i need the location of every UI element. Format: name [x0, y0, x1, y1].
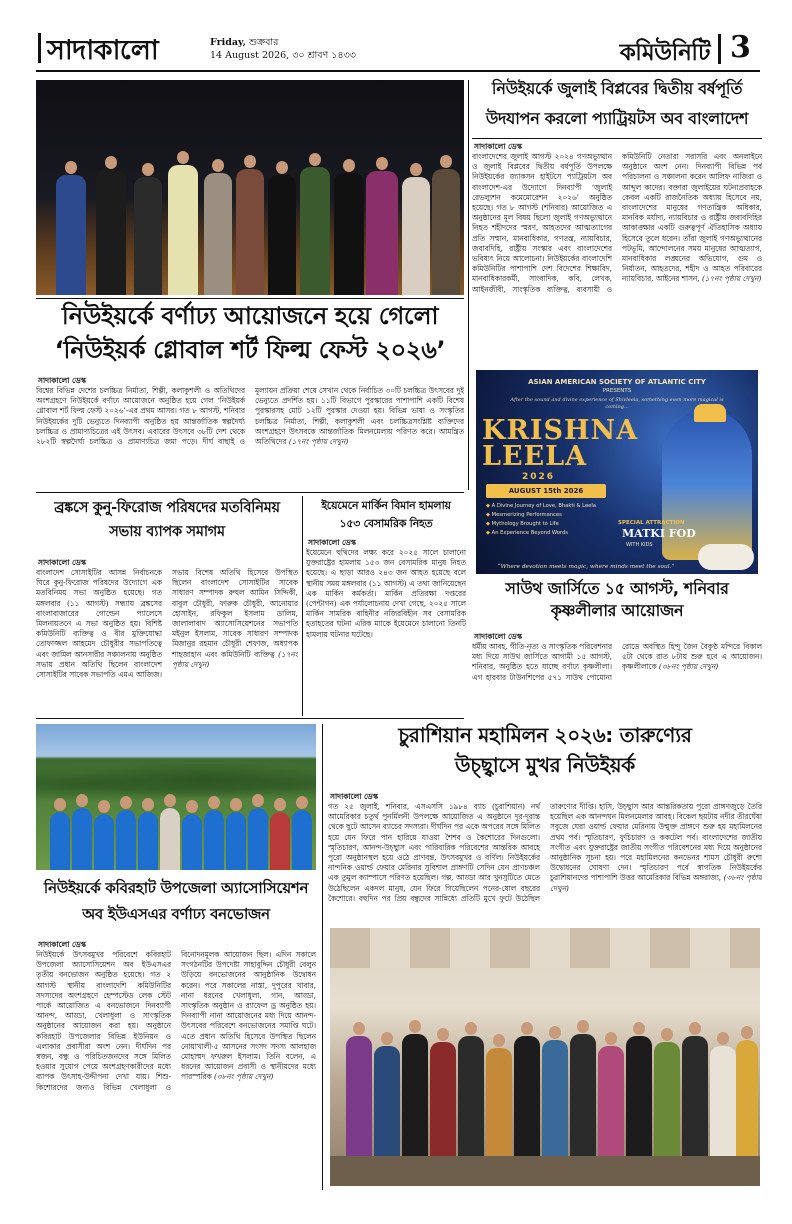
- krishna-leela-poster: [476, 370, 758, 574]
- poster-attraction: [622, 528, 696, 540]
- cow-figure: [698, 544, 754, 570]
- kabirhat-text: নিউইয়র্কে উৎসবমুখর পরিবেশে কবিরহাট উপজেলা অ্যাসোসিয়েশন অব ইউএসএর তৃতীয় বনভোজন অনুষ্ঠিত হয়েছে। গত ২ আগস্ট স্থানীয় বাংলাদেশি কমিউনিটির সদস্যদের অংশগ্রহণে হেম্পস্টেড লেক স্টেট পার্কে আয়োজিত এ বনভোজনে দিনব্যাপী আনন্দ, আড্ডা, খেলাধুলা ও সাংস্কৃতিক অনুষ্ঠানের আয়োজন করা হয়। অনুষ্ঠানে কবিরহাট উপজেলার বিভিন্ন ইউনিয়ন ও এলাকার প্রবাসীরা অংশ নেন। দীর্ঘদিন পর স্বজন, বন্ধু ও পরিচিতজনদের সঙ্গে মিলিত হওয়ার সুযোগ পেয়ে অংশগ্রহণকারীদের মধ্যে ব্যাপক উৎসাহ-উদ্দীপনা দেখা যায়। শিশু-কিশোরদের জন্যও বিভিন্ন খেলাধুলা ও বিনোদনমূলক আয়োজন ছিল। এদিন সকালে সংগঠনটির উপদেষ্টা সাহাবুদ্দিন চৌধুরী বেলুন উড়িয়ে বনভোজনের আনুষ্ঠানিক উদ্বোধন করেন। পরে সকালের নাস্তা, দুপুরের খাবার, নানা ধরনের খেলাধুলা, গান, আড্ডা, সাংস্কৃতিক অনুষ্ঠান ও র‍্যাফেল ড্র অনুষ্ঠিত হয়। দিনব্যাপী নানা আয়োজনের মধ্য দিয়ে আনন্দ-উৎসবের পরিবেশে বনভোজনের সমাপ্তি ঘটে। এতে প্রধান অতিথি হিসেবে উপস্থিত ছিলেন নোয়াখালী-৫ আসনের সংসদ সদস্য আলহাজ মোহাম্মদ ফখরুল ইসলাম। তিনি বলেন, এ ধরনের আয়োজন প্রবাসী ও স্থানীয়দের মধ্যে পারস্পরিক: [36, 950, 316, 1092]
- page-number: 3: [730, 30, 751, 65]
- south-jersey-continued[interactable]: (৩৮নং পৃষ্ঠায় দেখুন): [658, 662, 719, 672]
- film-fest-photo: [36, 80, 464, 295]
- yemen-desk: সাদাকালো ডেস্ক: [308, 538, 357, 547]
- bronx-continued[interactable]: (১৭নং পৃষ্ঠায় দেখুন): [172, 649, 298, 669]
- chaurashian-continued[interactable]: (৩৮নং পৃষ্ঠায় দেখুন): [550, 873, 762, 893]
- poster-attraction-with: WITH KIDS: [626, 542, 653, 548]
- poster-date: AUGUST 15th 2026: [486, 484, 606, 498]
- masthead-logo: [38, 30, 158, 66]
- south-jersey-text: ধর্মীয় আবহ, গীতি-নৃত্য ও সাংস্কৃতিক পরিবেশনার মধ্য দিয়ে সাউথ জার্সিতে আগামী ১৫ আগস্ট, শনিবার, অনুষ্ঠিত হতে যাচ্ছে বর্ণাঢ্য কৃষ্ণলীলা। এগ হারবার টাউনশিপের ৫৭১ সাউথ পোমোনা রোডে অবস্থিত হিন্দু জৈন বৈকুণ্ঠ মন্দিরে বিকাল ৫টা থেকে রাত ৮টায় শুরু হবে এ আয়োজন। কৃষ্ণলীলাকে: [472, 642, 762, 682]
- day-english: Friday,: [210, 37, 246, 48]
- south-jersey-headline-1: সাউথ জার্সিতে ১৫ আগস্ট, শনিবার: [505, 579, 729, 598]
- chaurashian-desk: সাদাকালো ডেস্ক: [330, 792, 379, 801]
- yemen-body: ইয়েমেনে হুথিদের লক্ষ্য করে ২০২৫ সালে চালানো যুক্তরাষ্ট্রের হামলায় ১৫৩ জন বেসামরিক মানুষ নিহত হয়েছে। এ ছাড়া আরও ২৪৩ জন আহত হয়েছে বলে স্থানীয় সময় মঙ্গলবার (১১ আগস্ট) এ তথ্য জানিয়েছেন এক মার্কিন কর্মকর্তা। মার্কিন প্রতিরক্ষা দপ্তরের (পেন্টাগন) এক পর্যালোচনায় দেখা গেছে, ২০২৫ সালে মার্কিন সামরিক বাহিনীর নজিরবিহীন সব বেসামরিক হতাহতের ঘটনা এরিক ম্যাকে ইয়েমেনে চালানো তিনটি হামলায় ঘটনার ঘটেছে।: [306, 548, 466, 639]
- kabirhat-headline-2: অব ইউএসএর বর্ণাঢ্য বনভোজন: [82, 905, 270, 923]
- bronx-body: [36, 568, 298, 712]
- south-jersey-desk: সাদাকালো ডেস্ক: [474, 632, 523, 641]
- film-fest-headline-2: ‘নিউইয়র্ক গ্লোবাল শর্ট ফিল্ম ফেস্ট ২০২৬’: [54, 336, 446, 364]
- masthead-bar: [38, 33, 41, 63]
- july-body: [472, 152, 762, 362]
- poster-feature: ◆ Mythology Brought to Life: [486, 520, 596, 529]
- newspaper-name: সাদাকালো: [47, 35, 159, 66]
- yemen-headline-1: ইয়েমেনে মার্কিন বিমান হামলায়: [321, 499, 451, 512]
- poster-feature: ◆ Mesmerizing Performances: [486, 511, 596, 520]
- july-continued[interactable]: (১৭নং পৃষ্ঠায় দেখুন): [701, 274, 762, 284]
- south-jersey-body: [472, 642, 762, 704]
- chaurashian-text: গত ২৫ জুলাই, শনিবার, এসএসসি ১৯৮৪ ব্যাচ (চুরাশিয়ান) নর্থ আমেরিকার চতুর্থ পুনর্মিলনী উপলক্ষে আয়োজিত এ অনুষ্ঠানে দূর-দূরান্ত থেকে ছুটে আসেন ব্যাচের সদস্যরা। দীর্ঘদিন পর একে অপরের সঙ্গে মিলিত হয়ে যেন ফিরে পান হারিয়ে যাওয়া শৈশব ও কৈশোরের দিনগুলো। স্মৃতিচারণ, আনন্দ-উচ্ছ্বাস এবং পারিবারিক পরিবেশের আন্তরিক আবহে পুরো অনুষ্ঠানস্থল হয়ে ওঠে প্রাণবন্ত, উৎসবমুখর ও বর্ণিল। নিউইয়র্কের নান্দনিক ওয়ার্ল্ড ফেয়ার মেরিনার সুবিশাল প্রাঙ্গণটি সেদিন যেন প্রাণচঞ্চল এক তুমুল ক্যাম্পাসে পরিণত হয়েছিল। গল্প, আড্ডা আর খুনসুটিতে মেতে উঠেছিলেন একদল মানুষ, যেন ফিরে গিয়েছিলেন পনের-ষোল বছরের কৈশোরে। বহুদিন পর প্রিয় বন্ধুদের সান্নিধ্যে প্রতিটি মুখে ফুটে উঠেছিল তারুণ্যের দীপ্তি। হাসি, উচ্ছ্বাস আর আন্তরিকতায় পুরো প্রাঙ্গণজুড়ে তৈরি হয়েছিল এক আনন্দঘন মিলনমেলার আবহ। বিকেল ছয়টায় নদীর তীরঘেঁষা সবুজে ঘেরা ওয়ার্ল্ড ফেয়ার মেরিনায় উন্মুক্ত প্রাঙ্গণে শুরু হয় মহামিলনের প্রথম পর্ব। স্মৃতিচারণ, ফুচিচারণ ও ককটেল পর্ব। বাংলাদেশের জাতীয় সংগীত এবং যুক্তরাষ্ট্রের জাতীয় সংগীত পরিবেশনের মধ্য দিয়ে অনুষ্ঠানের আনুষ্ঠানিক সূচনা হয়। পরে মহামিলনের কনভেনর শামস চৌধুরী রুশো উদ্বোধনের ঘোষণা দেন। স্মৃতিচারণ পর্বে স্বাগতিক নিউইয়র্কের চুরাশিয়ানদের পাশাপাশি উত্তর আমেরিকার বিভিন্ন অঙ্গরাজ্য,: [328, 802, 762, 903]
- bronx-headline-1: ব্রঙ্কসে কুনু-ফিরোজ পরিষদের মতবিনিময়: [54, 500, 280, 516]
- kabirhat-body: [36, 950, 316, 1188]
- masthead-divider: [718, 34, 721, 64]
- poster-footer: “Where devotion meets magic, where minds meet the soul.”: [497, 564, 675, 570]
- chaurashian-photo: [330, 928, 760, 1186]
- poster-tagline: After the sound and divine experience of Shivleela, something even more magical is coming...: [510, 397, 724, 410]
- chaurashian-headline-1: চুরাশিয়ান মহামিলন ২০২৬: তারুণ্যের: [398, 723, 692, 747]
- masthead-rule: [36, 70, 760, 72]
- film-fest-continued[interactable]: (১৭নং পৃষ্ঠায় দেখুন): [288, 437, 349, 447]
- film-fest-body: [36, 386, 464, 486]
- kabirhat-continued[interactable]: (৩৮নং পৃষ্ঠায় দেখুন): [214, 1072, 274, 1082]
- july-headline-1: নিউইয়র্কে জুলাই বিপ্লবের দ্বিতীয় বর্ষপূর্তি: [491, 79, 743, 98]
- film-fest-text: বিশ্বের বিভিন্ন দেশের চলচ্চিত্র নির্মাতা, শিল্পী, কলাকুশলী ও অতিথিদের অংশগ্রহণে নিউইয়র্কে বর্ণাঢ্য আয়োজনে অনুষ্ঠিত হয়ে গেল ‘নিউইয়র্ক গ্লোবাল শর্ট ফিল্ম ফেস্ট ২০২৬’-এর প্রথম আসর। গত ৮ আগস্ট, শনিবার নিউইয়র্কের দুটি ভেন্যুতে দিনব্যাপী অনুষ্ঠিত হয় আন্তর্জাতিক স্বল্পদৈর্ঘ্য চলচ্চিত্র ও প্রামাণ্যচিত্রের এই উৎসব। এবারের উৎসবে ৩৮টি দেশ থেকে ২৮২টি স্বল্পদৈর্ঘ্য চলচ্চিত্র ও প্রামাণ্যচিত্র জমা পড়ে। দীর্ঘ বাছাই ও মূল্যায়ন প্রক্রিয়া শেষে সেখান থেকে নির্বাচিত ৩০টি চলচ্চিত্র উৎসবের দুই ভেন্যুতে প্রদর্শিত হয়। ১১টি বিভাগে পুরস্কারের পাশাপাশি একটি বিশেষ পুরস্কারসহ মোট ১২টি পুরস্কার দেওয়া হয়। বিভিন্ন ভাষা ও সংস্কৃতির চলচ্চিত্র নির্মাতা, শিল্পী, কলাকুশলী এবং চলচ্চিত্রসংশ্লিষ্ট ব্যক্তিদের অংশগ্রহণে উৎসবকে আন্তর্জাতিক মিলনমেলায় পরিণত করে। আমন্ত্রিত অতিথিদের: [36, 386, 464, 447]
- poster-presents: PRESENTS: [602, 388, 632, 394]
- crown-icon: [694, 404, 726, 422]
- poster-features: [486, 502, 596, 538]
- bronx-text: বাংলাদেশ সোসাইটির আসন্ন নির্বাচনকে ঘিরে কুনু-ফিরোজ পরিষদের উদ্যোগে এক মতবিনিময় সভা অনুষ্ঠিত হয়েছে। গত মঙ্গলবার (১১ আগস্ট) সন্ধ্যায় ব্রঙ্কসের বাংলাবাজারের গোল্ডেন প্যালেসে মিলনায়তনে এ সভা অনুষ্ঠিত হয়। বিশিষ্ট কমিউনিটি ব্যক্তিত্ব ও বীর মুক্তিযোদ্ধা তোফাজ্জল আহমেদ চৌধুরীর সভাপতিত্বে এবং জামিল আনসারীর সঞ্চালনায় অনুষ্ঠিত সভায় প্রধান অতিথি ছিলেন বাংলাদেশ সোসাইটির সাবেক সভাপতি এমএ আজিজ। সভায় বিশেষ অতিথি হিসেবে উপস্থিত ছিলেন বাংলাদেশ সোসাইটির সাবেক সাধারণ সম্পাদক রুহুল আমিন সিদ্দিকী, বাবুল চৌধুরী, ফারুক চৌধুরী, আনোয়ার হোসাইন, রফিকুল ইসলাম ডালিম, জালালাবাদ অ্যাসোসিয়েশনের সভাপতি মইনুল ইসলাম, সাবেক সাধারণ সম্পাদক মিজানুর রহমান চৌধুরী শেফাজ, অধ্যাপক শাহজাহান এবং কমিউনিটি ব্যক্তিত্ব: [36, 568, 298, 680]
- july-headline-2: উদযাপন করলো প্যাট্রিয়টস অব বাংলাদেশ: [485, 109, 749, 128]
- bronx-desk: সাদাকালো ডেস্ক: [38, 558, 87, 567]
- film-fest-desk: সাদাকালো ডেস্ক: [38, 376, 87, 385]
- chaurashian-body: [328, 802, 762, 922]
- july-desk: সাদাকালো ডেস্ক: [474, 142, 523, 151]
- poster-title-2: LEELA: [482, 441, 588, 472]
- film-fest-headline-1: নিউইয়র্কে বর্ণাঢ্য আয়োজনে হয়ে গেলো: [61, 302, 439, 330]
- poster-feature: ◆ A Divine Journey of Love, Bhakti & Leela: [486, 502, 596, 511]
- poster-attraction-1: MATKI: [622, 527, 666, 540]
- kabirhat-photo: [36, 724, 316, 870]
- poster-title: [482, 415, 639, 472]
- issue-date: 14 August 2026, ৩০ শ্রাবণ ১৪৩৩: [210, 50, 356, 61]
- kabirhat-desk: সাদাকালো ডেস্ক: [38, 940, 87, 949]
- kabirhat-headline-1: নিউইয়র্কে কবিরহাট উপজেলা অ্যাসোসিয়েশন: [43, 879, 309, 897]
- masthead-date: [210, 36, 370, 62]
- yemen-headline-2: ১৫৩ বেসামরিক নিহত: [339, 517, 433, 530]
- chaurashian-headline-2: উচ্ছ্বাসে মুখর নিউইয়র্ক: [455, 753, 635, 777]
- poster-year: 2026: [522, 472, 556, 482]
- day-bengali: শুক্রবার: [248, 37, 279, 48]
- poster-title-1: KRISHNA: [482, 415, 639, 446]
- bronx-headline-2: সভায় ব্যাপক সমাগম: [109, 524, 225, 540]
- section-title: কমিউনিটি: [619, 40, 710, 66]
- poster-feature: ◆ An Experience Beyond Words: [486, 529, 596, 538]
- poster-organizer: ASIAN AMERICAN SOCIETY OF ATLANTIC CITY: [528, 378, 706, 386]
- july-text: বাংলাদেশের জুলাই আগস্ট ২০২৪ গণঅভ্যুত্থান ও জুলাই বিপ্লবের দ্বিতীয় বর্ষপূর্তি উপলক্ষে নিউইয়র্কের জ্যাকসন হাইটসে প্যাট্রিয়টস অব বাংলাদেশ-এর উদ্যোগে দিনব্যাপী ‘জুলাই রেভল্যুশন কমেমোরেশন ২০২৬’ অনুষ্ঠিত হয়েছে। গত ৮ আগস্ট (শনিবার) আয়োজিত এ অনুষ্ঠানের মূল বিষয় ছিলো জুলাই গণঅভ্যুত্থানে নিহত শহীদদের স্মরণ, আহতদের আত্মত্যাগের প্রতি সম্মান, মানবাধিকার, গণতন্ত্র, ন্যায়বিচার, জবাবদিহি, রাষ্ট্রীয় সংস্কার এবং বাংলাদেশের ভবিষ্যৎ নিয়ে আলোচনা। নিউইয়র্কের বাংলাদেশি কমিউনিটির পাশাপাশি দেশ বিদেশের শিক্ষাবিদ, মানবাধিকারকর্মী, সাংবাদিক, কবি, লেখক, আইনজীবী, সাংস্কৃতিক ব্যক্তিত্ব, ব্যবসায়ী ও কমিউনিটি নেতারা সরাসরি এবং অনলাইনে অনুষ্ঠানে অংশ নেন। দিনব্যাপী বিভিন্ন পর্ব পরিচালনা ও সঞ্চালনা করেন আলিফ নাজিরা ও আব্দুল কাদের। বক্তারা জুলাইয়ের ঘটনাপ্রবাহকে কেবল একটি রাজনৈতিক অধ্যায় হিসেবে নয়, বাংলাদেশের মানুষের গণতান্ত্রিক অধিকার, মানবিক মর্যাদা, ন্যায়বিচার ও রাষ্ট্রীয় জবাবদিহির আকাঙ্ক্ষার একটি গুরুত্বপূর্ণ ঐতিহাসিক অধ্যায় হিসেবে তুলে ধরেন। তাঁরা জুলাই গণঅভ্যুত্থানের পটভূমি, আন্দোলনের সময় মানুষের আত্মত্যাগ, মানবাধিকার লঙ্ঘনের অভিযোগ, গুম ও নির্যাতন, আহতদের, শহীদ ও আহত পরিবারের ন্যায়বিচার, আইনের শাসন,: [472, 152, 762, 294]
- south-jersey-headline-2: কৃষ্ণলীলার আয়োজন: [550, 601, 684, 620]
- poster-attraction-label: SPECIAL ATTRACTION: [618, 520, 685, 526]
- poster-attraction-2: FOD: [668, 527, 696, 540]
